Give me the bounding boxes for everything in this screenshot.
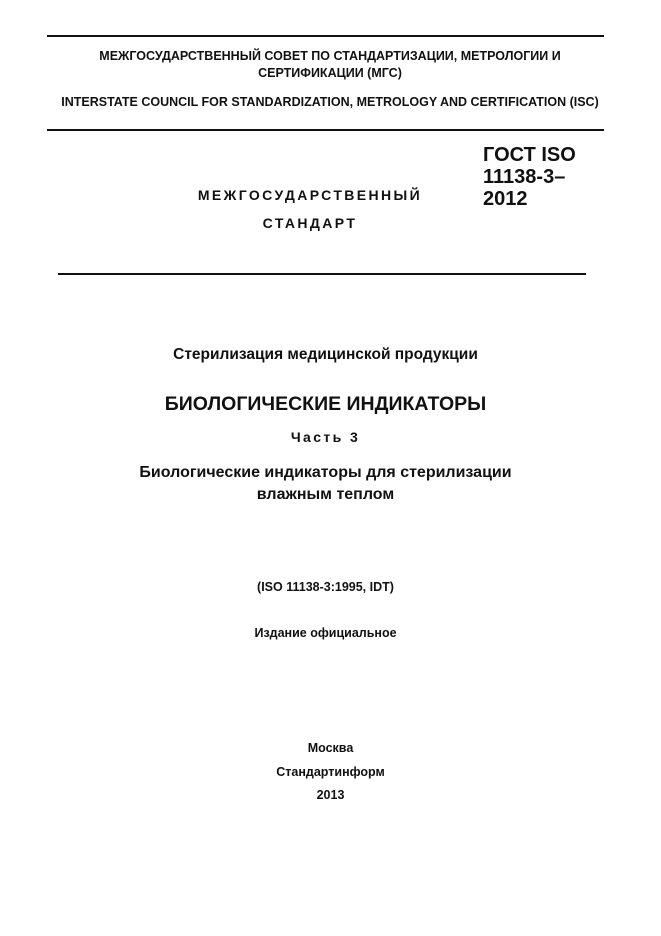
part-title-line2: влажным теплом [256,486,395,503]
imprint-city: Москва [307,741,354,755]
imprint-publisher: Стандартинформ [276,765,385,779]
council-name-ru: МЕЖГОСУДАРСТВЕННЫЙ СОВЕТ ПО СТАНДАРТИЗАЦИИ, МЕТРОЛОГИИ И СЕРТИФИКАЦИИ (МГС) [99,49,561,80]
part-title [0,462,656,506]
council-name-en: INTERSTATE COUNCIL FOR STANDARDIZATION, METROLOGY AND CERTIFICATION (ISC) [61,95,599,109]
standard-type-line2: СТАНДАРТ [262,215,358,231]
edition-note: Издание официальное [254,626,397,640]
header-rule [58,273,586,275]
part-number: Часть 3 [290,429,361,445]
designation-line3: 2012 [483,188,528,210]
main-title: БИОЛОГИЧЕСКИЕ ИНДИКАТОРЫ [164,393,487,415]
top-rule [47,35,604,37]
standard-type-line1: МЕЖГОСУДАРСТВЕННЫЙ [197,187,423,203]
iso-identity: (ISO 11138-3:1995, IDT) [257,580,394,594]
designation-line1: ГОСТ ISO [483,144,576,166]
general-title: Стерилизация медицинской продукции [173,346,478,363]
imprint-year: 2013 [316,788,345,802]
council-rule [47,129,604,131]
part-title-line1: Биологические индикаторы для стерилизации [139,464,512,481]
standard-designation [483,144,603,210]
designation-line2: 11138-3– [483,166,566,188]
